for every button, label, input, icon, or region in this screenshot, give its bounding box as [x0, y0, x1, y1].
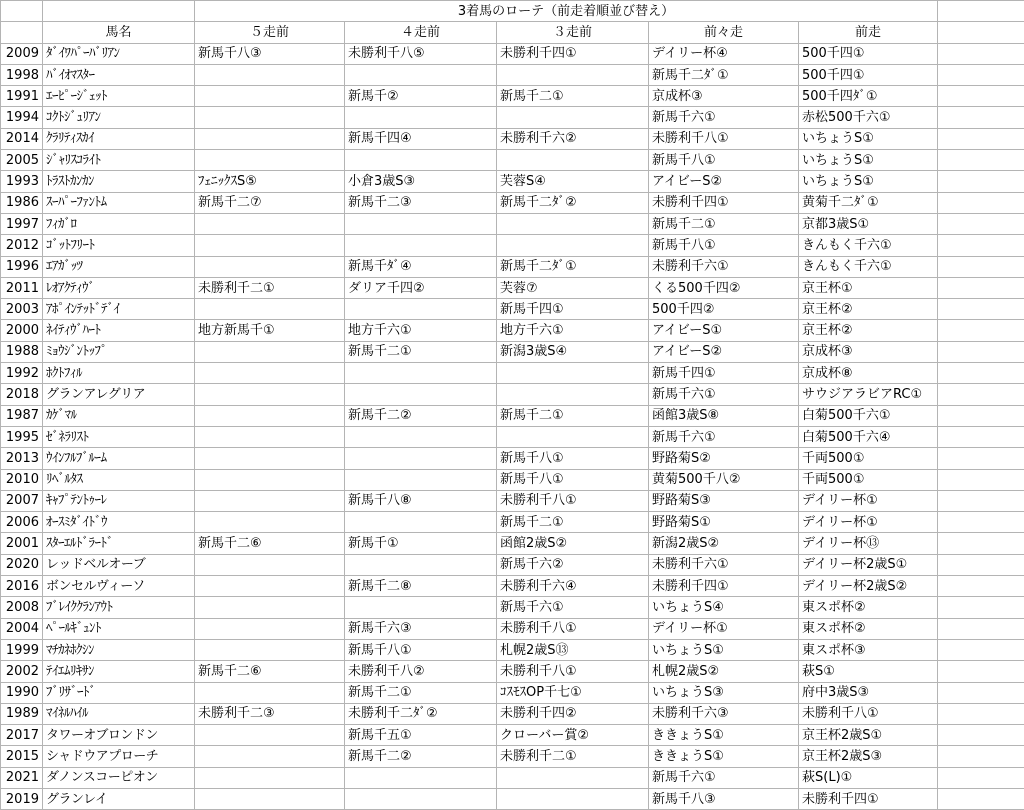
- race-3-ago-cell: 未勝利千六②: [497, 128, 649, 149]
- horse-name-cell: ﾌﾞﾘｻﾞｰﾄﾞ: [43, 682, 195, 703]
- race-4-ago-cell: 新馬千②: [345, 86, 497, 107]
- year-cell: 2017: [1, 725, 43, 746]
- table-row: [1, 192, 1024, 213]
- table-row: [1, 533, 1024, 554]
- horse-name-cell: ﾌｨｶﾞﾛ: [43, 213, 195, 234]
- race-2-ago-cell: 新馬千六①: [649, 767, 799, 788]
- horse-name-cell: ﾊﾞｲｵﾏｽﾀｰ: [43, 64, 195, 85]
- race-5-ago-cell: ﾌｪﾆｯｸｽS⑤: [195, 171, 345, 192]
- race-2-ago-cell: アイビーS②: [649, 341, 799, 362]
- horse-name-cell: ｶｹﾞﾏﾙ: [43, 405, 195, 426]
- race-5-ago-cell: 未勝利千二①: [195, 277, 345, 298]
- year-cell: 2021: [1, 767, 43, 788]
- race-4-ago-cell: [345, 597, 497, 618]
- horse-name-cell: ｼﾞｬﾘｽｺﾗｲﾄ: [43, 150, 195, 171]
- table-row: [1, 405, 1024, 426]
- race-4-ago-cell: 新馬千二②: [345, 746, 497, 767]
- horse-name-cell: ﾎｸﾄﾌｨﾙ: [43, 363, 195, 384]
- race-2-ago-cell: 500千四②: [649, 299, 799, 320]
- race-2-ago-cell: 未勝利千六③: [649, 703, 799, 724]
- race-4-ago-cell: [345, 767, 497, 788]
- year-cell: 2019: [1, 788, 43, 809]
- year-cell: 2014: [1, 128, 43, 149]
- race-4-ago-cell: 新馬千二③: [345, 192, 497, 213]
- race-3-ago-cell: 新馬千六②: [497, 554, 649, 575]
- race-last-cell: 黄菊千二ﾀﾞ①: [799, 192, 938, 213]
- table-row: [1, 235, 1024, 256]
- race-3-ago-cell: 未勝利千八①: [497, 490, 649, 511]
- year-cell: 1992: [1, 363, 43, 384]
- race-3-ago-cell: 未勝利千二①: [497, 746, 649, 767]
- race-last-cell: 京王杯②: [799, 320, 938, 341]
- table-row: [1, 597, 1024, 618]
- race-5-ago-cell: [195, 512, 345, 533]
- race-4-ago-cell: 未勝利千八⑤: [345, 43, 497, 64]
- race-3-ago-cell: 芙蓉S④: [497, 171, 649, 192]
- table-row: [1, 107, 1024, 128]
- year-cell: 1993: [1, 171, 43, 192]
- table-row: [1, 618, 1024, 639]
- race-5-ago-cell: [195, 639, 345, 660]
- year-cell: 2018: [1, 384, 43, 405]
- race-3-ago-cell: [497, 384, 649, 405]
- header-4-races-ago: ４走前: [345, 22, 497, 43]
- race-5-ago-cell: [195, 299, 345, 320]
- year-cell: 2003: [1, 299, 43, 320]
- race-5-ago-cell: 地方新馬千①: [195, 320, 345, 341]
- race-2-ago-cell: 新馬千六①: [649, 107, 799, 128]
- race-3-ago-cell: 新馬千二①: [497, 405, 649, 426]
- race-3-ago-cell: 未勝利千八①: [497, 618, 649, 639]
- race-5-ago-cell: [195, 128, 345, 149]
- race-5-ago-cell: [195, 618, 345, 639]
- table-row: [1, 703, 1024, 724]
- race-3-ago-cell: 新馬千二①: [497, 512, 649, 533]
- race-last-cell: デイリー杯①: [799, 490, 938, 511]
- race-2-ago-cell: いちょうS③: [649, 682, 799, 703]
- race-5-ago-cell: [195, 384, 345, 405]
- race-3-ago-cell: [497, 426, 649, 447]
- race-last-cell: 白菊500千六④: [799, 426, 938, 447]
- race-2-ago-cell: 野路菊S①: [649, 512, 799, 533]
- race-5-ago-cell: 未勝利千二③: [195, 703, 345, 724]
- race-5-ago-cell: [195, 576, 345, 597]
- race-5-ago-cell: [195, 235, 345, 256]
- race-3-ago-cell: [497, 235, 649, 256]
- race-5-ago-cell: [195, 554, 345, 575]
- horse-name-cell: ﾄﾗｽﾄｶﾝｶﾝ: [43, 171, 195, 192]
- race-last-cell: 京都3歳S①: [799, 213, 938, 234]
- table-row: [1, 64, 1024, 85]
- race-4-ago-cell: [345, 426, 497, 447]
- year-cell: 1997: [1, 213, 43, 234]
- header-last-race: 前走: [799, 22, 938, 43]
- race-4-ago-cell: [345, 469, 497, 490]
- race-last-cell: 500千四①: [799, 43, 938, 64]
- year-cell: 2016: [1, 576, 43, 597]
- race-2-ago-cell: 新馬千六①: [649, 426, 799, 447]
- race-last-cell: 萩S①: [799, 661, 938, 682]
- race-4-ago-cell: [345, 213, 497, 234]
- year-cell: 2002: [1, 661, 43, 682]
- race-3-ago-cell: 新馬千八①: [497, 469, 649, 490]
- race-last-cell: いちょうS①: [799, 128, 938, 149]
- race-4-ago-cell: 新馬千二②: [345, 405, 497, 426]
- race-2-ago-cell: 新潟2歳S②: [649, 533, 799, 554]
- race-5-ago-cell: [195, 767, 345, 788]
- race-2-ago-cell: アイビーS①: [649, 320, 799, 341]
- table-row: [1, 363, 1024, 384]
- race-4-ago-cell: [345, 512, 497, 533]
- race-5-ago-cell: [195, 746, 345, 767]
- race-3-ago-cell: 新馬千四①: [497, 299, 649, 320]
- race-2-ago-cell: 新馬千八①: [649, 150, 799, 171]
- horse-name-cell: ﾏﾁｶﾈﾎｸｼﾝ: [43, 639, 195, 660]
- horse-name-cell: シャドウアプローチ: [43, 746, 195, 767]
- race-2-ago-cell: 京成杯③: [649, 86, 799, 107]
- year-cell: 1994: [1, 107, 43, 128]
- race-2-ago-cell: 札幌2歳S②: [649, 661, 799, 682]
- race-4-ago-cell: 新馬千四④: [345, 128, 497, 149]
- race-2-ago-cell: 函館3歳S⑧: [649, 405, 799, 426]
- table-row: [1, 661, 1024, 682]
- race-4-ago-cell: [345, 554, 497, 575]
- race-3-ago-cell: 函館2歳S②: [497, 533, 649, 554]
- year-cell: 2012: [1, 235, 43, 256]
- horse-name-cell: ｺﾞｯﾄﾌﾘｰﾄ: [43, 235, 195, 256]
- horse-name-cell: ｸﾗﾘﾃｨｽｶｲ: [43, 128, 195, 149]
- race-4-ago-cell: [345, 384, 497, 405]
- race-last-cell: 千両500①: [799, 448, 938, 469]
- race-5-ago-cell: [195, 469, 345, 490]
- year-cell: 2006: [1, 512, 43, 533]
- horse-name-cell: レッドベルオーブ: [43, 554, 195, 575]
- race-5-ago-cell: [195, 107, 345, 128]
- race-4-ago-cell: [345, 788, 497, 809]
- race-2-ago-cell: 新馬千六①: [649, 384, 799, 405]
- race-3-ago-cell: [497, 788, 649, 809]
- race-3-ago-cell: クローバー賞②: [497, 725, 649, 746]
- race-5-ago-cell: 新馬千二⑦: [195, 192, 345, 213]
- horse-name-cell: ダノンスコーピオン: [43, 767, 195, 788]
- race-2-ago-cell: くる500千四②: [649, 277, 799, 298]
- race-3-ago-cell: [497, 767, 649, 788]
- race-3-ago-cell: 芙蓉⑦: [497, 277, 649, 298]
- race-2-ago-cell: 未勝利千八①: [649, 128, 799, 149]
- horse-name-cell: ｴｰﾋﾟｰｼﾞｪｯﾄ: [43, 86, 195, 107]
- race-2-ago-cell: 未勝利千六①: [649, 256, 799, 277]
- race-2-ago-cell: 野路菊S②: [649, 448, 799, 469]
- header-2-races-ago: 前々走: [649, 22, 799, 43]
- race-3-ago-cell: [497, 213, 649, 234]
- horse-name-cell: ﾘﾍﾞﾙﾀｽ: [43, 469, 195, 490]
- race-2-ago-cell: いちょうS①: [649, 639, 799, 660]
- year-cell: 1988: [1, 341, 43, 362]
- race-last-cell: デイリー杯2歳S①: [799, 554, 938, 575]
- table-row: [1, 299, 1024, 320]
- race-5-ago-cell: [195, 448, 345, 469]
- race-2-ago-cell: 黄菊500千八②: [649, 469, 799, 490]
- year-cell: 1996: [1, 256, 43, 277]
- race-last-cell: 500千四ﾀﾞ①: [799, 86, 938, 107]
- race-3-ago-cell: [497, 107, 649, 128]
- race-4-ago-cell: 未勝利千八②: [345, 661, 497, 682]
- horse-name-cell: グランアレグリア: [43, 384, 195, 405]
- race-last-cell: 萩S(L)①: [799, 767, 938, 788]
- race-4-ago-cell: [345, 448, 497, 469]
- race-2-ago-cell: 新馬千二ﾀﾞ①: [649, 64, 799, 85]
- race-last-cell: 東スポ杯②: [799, 597, 938, 618]
- race-last-cell: 500千四①: [799, 64, 938, 85]
- race-last-cell: いちょうS①: [799, 171, 938, 192]
- year-cell: 2004: [1, 618, 43, 639]
- table-row: [1, 682, 1024, 703]
- race-last-cell: 未勝利千四①: [799, 788, 938, 809]
- table-row: [1, 490, 1024, 511]
- year-cell: 1986: [1, 192, 43, 213]
- race-last-cell: 京成杯③: [799, 341, 938, 362]
- horse-name-cell: タワーオブロンドン: [43, 725, 195, 746]
- header-row: [1, 22, 1024, 43]
- race-last-cell: 府中3歳S③: [799, 682, 938, 703]
- table-row: [1, 213, 1024, 234]
- header-name: 馬名: [43, 22, 195, 43]
- header-5-races-ago: ５走前: [195, 22, 345, 43]
- race-3-ago-cell: 新馬千二①: [497, 86, 649, 107]
- header-year: [1, 22, 43, 43]
- race-last-cell: 京王杯2歳S③: [799, 746, 938, 767]
- race-5-ago-cell: [195, 725, 345, 746]
- race-5-ago-cell: [195, 64, 345, 85]
- table-row: [1, 341, 1024, 362]
- race-last-cell: デイリー杯2歳S②: [799, 576, 938, 597]
- table-row: [1, 554, 1024, 575]
- race-4-ago-cell: [345, 107, 497, 128]
- year-cell: 2013: [1, 448, 43, 469]
- race-last-cell: デイリー杯⑬: [799, 533, 938, 554]
- horse-name-cell: ﾀﾞｲﾜﾊﾟｰﾊﾞﾘｱﾝ: [43, 43, 195, 64]
- table-row: [1, 746, 1024, 767]
- race-5-ago-cell: 新馬千二⑥: [195, 661, 345, 682]
- race-last-cell: 赤松500千六①: [799, 107, 938, 128]
- race-5-ago-cell: [195, 405, 345, 426]
- race-4-ago-cell: 地方千六①: [345, 320, 497, 341]
- race-last-cell: 東スポ杯③: [799, 639, 938, 660]
- race-last-cell: 未勝利千八①: [799, 703, 938, 724]
- race-5-ago-cell: [195, 150, 345, 171]
- race-4-ago-cell: 小倉3歳S③: [345, 171, 497, 192]
- race-3-ago-cell: 未勝利千六④: [497, 576, 649, 597]
- race-3-ago-cell: 新馬千六①: [497, 597, 649, 618]
- race-5-ago-cell: [195, 682, 345, 703]
- table-title: 3着馬のローテ（前走着順並び替え）: [195, 1, 938, 22]
- year-cell: 2000: [1, 320, 43, 341]
- year-cell: 2015: [1, 746, 43, 767]
- year-cell: 2010: [1, 469, 43, 490]
- table-row: [1, 150, 1024, 171]
- horse-name-cell: ボンセルヴィーソ: [43, 576, 195, 597]
- race-5-ago-cell: [195, 213, 345, 234]
- race-3-ago-cell: 新馬千八①: [497, 448, 649, 469]
- race-2-ago-cell: 未勝利千四①: [649, 576, 799, 597]
- horse-name-cell: ﾐｮｳｼﾞﾝﾄｯﾌﾟ: [43, 341, 195, 362]
- table-row: [1, 128, 1024, 149]
- race-3-ago-cell: 未勝利千八①: [497, 661, 649, 682]
- race-4-ago-cell: [345, 64, 497, 85]
- race-2-ago-cell: いちょうS④: [649, 597, 799, 618]
- race-last-cell: 東スポ杯②: [799, 618, 938, 639]
- horse-name-cell: ﾏｲﾈﾙﾊｲﾙ: [43, 703, 195, 724]
- year-cell: 2009: [1, 43, 43, 64]
- race-2-ago-cell: 新馬千二①: [649, 213, 799, 234]
- table-row: [1, 277, 1024, 298]
- race-3-ago-cell: [497, 363, 649, 384]
- horse-name-cell: ｾﾞﾈﾗﾘｽﾄ: [43, 426, 195, 447]
- table-row: [1, 788, 1024, 809]
- race-4-ago-cell: [345, 235, 497, 256]
- race-4-ago-cell: 新馬千ﾀﾞ④: [345, 256, 497, 277]
- horse-name-cell: ﾌﾞﾚｲｸｸﾗﾝｱｳﾄ: [43, 597, 195, 618]
- year-cell: 1987: [1, 405, 43, 426]
- table-row: [1, 469, 1024, 490]
- table-row: [1, 320, 1024, 341]
- year-cell: 1998: [1, 64, 43, 85]
- race-4-ago-cell: 新馬千①: [345, 533, 497, 554]
- race-2-ago-cell: アイビーS②: [649, 171, 799, 192]
- table-row: [1, 725, 1024, 746]
- year-cell: 2005: [1, 150, 43, 171]
- horse-name-cell: ﾈｲﾃｨｳﾞﾊｰﾄ: [43, 320, 195, 341]
- race-2-ago-cell: 野路菊S③: [649, 490, 799, 511]
- horse-name-cell: ｳｲﾝﾌﾙﾌﾞﾙｰﾑ: [43, 448, 195, 469]
- race-2-ago-cell: ききょうS①: [649, 746, 799, 767]
- race-3-ago-cell: ｺｽﾓｽOP千七①: [497, 682, 649, 703]
- race-last-cell: サウジアラビアRC①: [799, 384, 938, 405]
- race-3-ago-cell: 未勝利千四①: [497, 43, 649, 64]
- header-3-races-ago: ３走前: [497, 22, 649, 43]
- year-cell: 2011: [1, 277, 43, 298]
- race-3-ago-cell: 地方千六①: [497, 320, 649, 341]
- table-row: [1, 426, 1024, 447]
- race-5-ago-cell: [195, 256, 345, 277]
- race-3-ago-cell: [497, 150, 649, 171]
- race-3-ago-cell: 新潟3歳S④: [497, 341, 649, 362]
- table-row: [1, 256, 1024, 277]
- race-5-ago-cell: [195, 597, 345, 618]
- horse-name-cell: ﾚｵｱｸﾃｨｳﾞ: [43, 277, 195, 298]
- year-cell: 2008: [1, 597, 43, 618]
- horse-name-cell: ｷｬﾌﾟﾃﾝﾄｩｰﾚ: [43, 490, 195, 511]
- race-4-ago-cell: 新馬千五①: [345, 725, 497, 746]
- table-row: [1, 512, 1024, 533]
- race-last-cell: 京王杯2歳S①: [799, 725, 938, 746]
- race-2-ago-cell: 新馬千四①: [649, 363, 799, 384]
- table-row: [1, 171, 1024, 192]
- race-5-ago-cell: [195, 363, 345, 384]
- race-3-ago-cell: 札幌2歳S⑬: [497, 639, 649, 660]
- race-4-ago-cell: [345, 363, 497, 384]
- race-last-cell: 京王杯①: [799, 277, 938, 298]
- year-cell: 2001: [1, 533, 43, 554]
- race-2-ago-cell: 新馬千八①: [649, 235, 799, 256]
- table-row: [1, 448, 1024, 469]
- year-cell: 1995: [1, 426, 43, 447]
- horse-name-cell: グランレイ: [43, 788, 195, 809]
- year-cell: 1991: [1, 86, 43, 107]
- horse-name-cell: ｺｸﾄｼﾞｭﾘｱﾝ: [43, 107, 195, 128]
- race-3-ago-cell: 未勝利千四②: [497, 703, 649, 724]
- table-row: [1, 86, 1024, 107]
- horse-name-cell: ｴｱｶﾞｯﾂ: [43, 256, 195, 277]
- race-4-ago-cell: 新馬千二①: [345, 341, 497, 362]
- table-row: [1, 639, 1024, 660]
- race-4-ago-cell: 新馬千二①: [345, 682, 497, 703]
- race-last-cell: いちょうS①: [799, 150, 938, 171]
- race-3-ago-cell: 新馬千二ﾀﾞ②: [497, 192, 649, 213]
- race-4-ago-cell: [345, 150, 497, 171]
- race-4-ago-cell: [345, 299, 497, 320]
- race-4-ago-cell: 新馬千二⑧: [345, 576, 497, 597]
- race-4-ago-cell: ダリア千四②: [345, 277, 497, 298]
- race-3-ago-cell: [497, 64, 649, 85]
- horse-name-cell: ｱﾎﾟｲﾝﾃｯﾄﾞﾃﾞｲ: [43, 299, 195, 320]
- race-5-ago-cell: [195, 86, 345, 107]
- race-4-ago-cell: 未勝利千二ﾀﾞ②: [345, 703, 497, 724]
- race-4-ago-cell: 新馬千八①: [345, 639, 497, 660]
- table-row: [1, 576, 1024, 597]
- horse-name-cell: ﾍﾟｰﾙｷﾞｭﾝﾄ: [43, 618, 195, 639]
- horse-name-cell: ｽｰﾊﾟｰﾌｧﾝﾄﾑ: [43, 192, 195, 213]
- race-last-cell: 京王杯②: [799, 299, 938, 320]
- race-last-cell: 京成杯⑧: [799, 363, 938, 384]
- race-5-ago-cell: 新馬千二⑥: [195, 533, 345, 554]
- horse-name-cell: ﾃｲｴﾑﾘｷｻﾝ: [43, 661, 195, 682]
- race-4-ago-cell: 新馬千八⑧: [345, 490, 497, 511]
- table-row: [1, 384, 1024, 405]
- race-2-ago-cell: 未勝利千六①: [649, 554, 799, 575]
- race-2-ago-cell: ききょうS①: [649, 725, 799, 746]
- year-cell: 2020: [1, 554, 43, 575]
- race-5-ago-cell: [195, 341, 345, 362]
- year-cell: 1999: [1, 639, 43, 660]
- race-5-ago-cell: 新馬千八③: [195, 43, 345, 64]
- horse-name-cell: ｵｰｽﾐﾀﾞｲﾄﾞｳ: [43, 512, 195, 533]
- race-3-ago-cell: 新馬千二ﾀﾞ①: [497, 256, 649, 277]
- race-last-cell: 千両500①: [799, 469, 938, 490]
- horse-name-cell: ｽﾀｰｴﾙﾄﾞﾗｰﾄﾞ: [43, 533, 195, 554]
- race-5-ago-cell: [195, 788, 345, 809]
- title-row: [1, 1, 1024, 22]
- race-last-cell: きんもく千六①: [799, 235, 938, 256]
- race-2-ago-cell: デイリー杯④: [649, 43, 799, 64]
- year-cell: 1989: [1, 703, 43, 724]
- race-last-cell: 白菊500千六①: [799, 405, 938, 426]
- year-cell: 2007: [1, 490, 43, 511]
- race-last-cell: きんもく千六①: [799, 256, 938, 277]
- race-4-ago-cell: 新馬千六③: [345, 618, 497, 639]
- table-row: [1, 767, 1024, 788]
- table-row: [1, 43, 1024, 64]
- race-5-ago-cell: [195, 490, 345, 511]
- race-2-ago-cell: デイリー杯①: [649, 618, 799, 639]
- year-cell: 1990: [1, 682, 43, 703]
- race-2-ago-cell: 未勝利千四①: [649, 192, 799, 213]
- race-5-ago-cell: [195, 426, 345, 447]
- race-last-cell: デイリー杯①: [799, 512, 938, 533]
- race-2-ago-cell: 新馬千八③: [649, 788, 799, 809]
